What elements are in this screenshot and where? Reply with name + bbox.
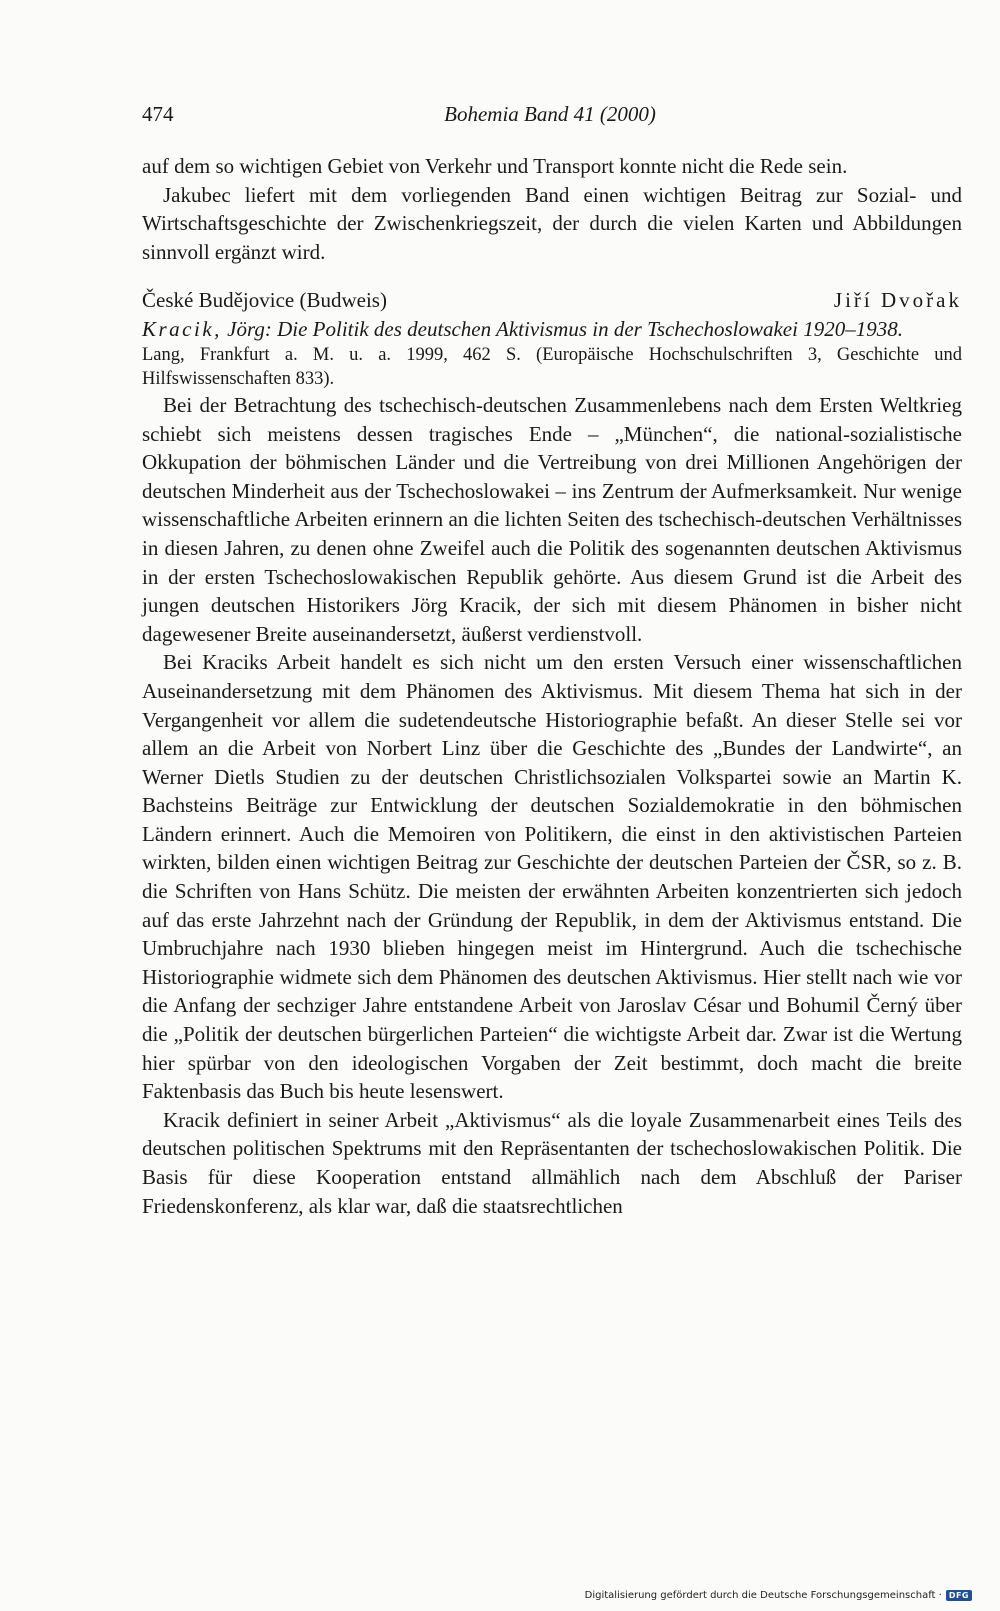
signature-place: České Budějovice (Budweis)	[142, 288, 387, 313]
running-head: Bohemia Band 41 (2000)	[444, 102, 656, 126]
text-block	[142, 152, 962, 1220]
review-title: Jörg: Die Politik des deutschen Aktivismus in der Tschechoslowakei 1920–1938.	[221, 316, 903, 341]
review-heading	[142, 315, 962, 343]
digitization-footer	[585, 1590, 972, 1601]
signature-line	[142, 286, 962, 315]
signature-author: Jiří Dvořak	[833, 288, 962, 313]
review-bibliography: Lang, Frankfurt a. M. u. a. 1999, 462 S. (Europäische Hochschulschriften 3, Geschichte und Hilfswissenschaften 833).	[142, 344, 962, 389]
review-author-surname: Kracik,	[142, 316, 222, 341]
page-number: 474	[142, 102, 174, 126]
continuation-paragraph: Jakubec liefert mit dem vorliegenden Band einen wichtigen Beitrag zur Sozial- und Wirtschaftsgeschichte der Zwischenkriegszeit, der durch die vielen Karten und Abbildungen sinnvoll ergänzt wird.	[142, 182, 962, 264]
continuation-paragraph: auf dem so wichtigen Gebiet von Verkehr und Transport konnte nicht die Rede sein.	[142, 154, 848, 178]
review-paragraph: Bei der Betrachtung des tschechisch-deutschen Zusammenlebens nach dem Ersten Weltkrieg schiebt sich meistens dessen tragisches Ende – „München“, die national-sozialistische Okkupation der böhmischen Länder und die Vertreibung von drei Millionen Angehörigen der deutschen Minderheit aus der Tschechoslowakei – ins Zentrum der Aufmerksamkeit. Nur wenige wissenschaftliche Arbeiten erinnern an die lichten Seiten des tschechisch-deutschen Verhältnisses in diesen Jahren, zu denen ohne Zweifel auch die Politik des sogenannten deutschen Aktivismus in der ersten Tschechoslowakischen Republik gehörte. Aus diesem Grund ist die Arbeit des jungen deutschen Historikers Jörg Kracik, der sich mit diesem Phänomen in bisher nicht dagewesener Breite auseinandersetzt, äußerst verdienstvoll.	[142, 392, 962, 646]
footer-text: Digitalisierung gefördert durch die Deutsche Forschungsgemeinschaft ·	[584, 1590, 942, 1601]
review-paragraph: Bei Kraciks Arbeit handelt es sich nicht um den ersten Versuch einer wissenschaftlichen Auseinandersetzung mit dem Phänomen des Aktivismus. Mit diesem Thema hat sich in der Vergangenheit vor allem die sudetendeutsche Historiographie befaßt. An dieser Stelle sei vor allem an die Arbeit von Norbert Linz über die Geschichte des „Bundes der Landwirte“, an Werner Dietls Studien zu der deutschen Christlichsozialen Volkspartei sowie an Martin K. Bachsteins Beiträge zur Entwicklung der deutschen Sozialdemokratie in den böhmischen Ländern erinnert. Auch die Memoiren von Politikern, die einst in den aktivistischen Parteien wirkten, bilden einen wichtigen Beitrag zur Geschichte der deutschen Parteien der ČSR, so z. B. die Schriften von Hans Schütz. Die meisten der erwähnten Arbeiten konzentrierten sich jedoch auf das erste Jahrzehnt nach der Gründung der Republik, in dem der Aktivismus entstand. Die Umbruchjahre nach 1930 blieben hingegen meist im Hintergrund. Auch die tschechische Historiographie widmete sich dem Phänomen des deutschen Aktivismus. Hier stellt nach wie vor die Anfang der sechziger Jahre entstandene Arbeit von Jaroslav César und Bohumil Černý über die „Politik der deutschen bürgerlichen Parteien“ die wichtigste Arbeit dar. Zwar ist die Wertung hier spürbar von den ideologischen Vorgaben der Zeit bestimmt, doch macht die breite Faktenbasis das Buch bis heute lesenswert.	[142, 650, 962, 1104]
review-paragraph: Kracik definiert in seiner Arbeit „Aktivismus“ als die loyale Zusammenarbeit eines Teils des deutschen politischen Spektrums mit den Repräsentanten der tschechoslowakischen Politik. Die Basis für diese Kooperation entstand allmählich nach dem Abschluß der Pariser Friedenskonferenz, als klar war, daß die staatsrechtlichen	[142, 1107, 962, 1218]
dfg-logo-icon: DFG	[946, 1590, 972, 1601]
